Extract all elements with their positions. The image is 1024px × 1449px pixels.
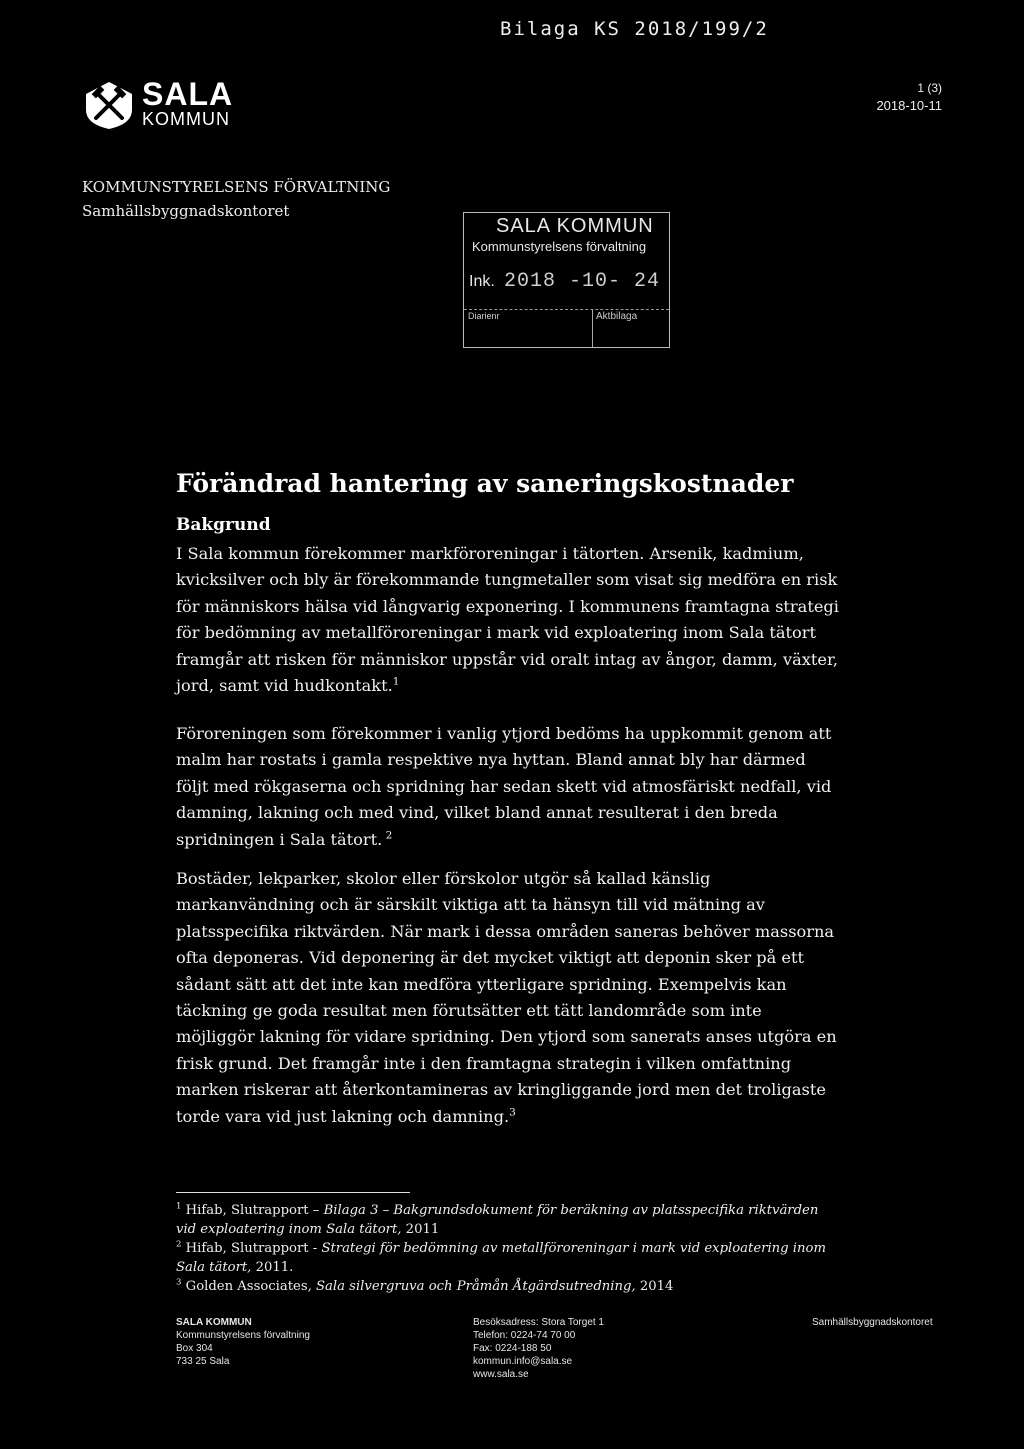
- stamp-diarienr-label: Diarienr: [468, 311, 500, 321]
- footnote-2-number: 2: [176, 1239, 182, 1250]
- footnote-2: [176, 1239, 836, 1277]
- footnote-3-pre: Golden Associates,: [181, 1279, 317, 1294]
- footer-website-link[interactable]: www.sala.se: [473, 1369, 529, 1380]
- footnote-3-number: 3: [176, 1277, 182, 1288]
- received-stamp: [463, 212, 670, 348]
- document-title: Förändrad hantering av saneringskostnader: [176, 469, 794, 498]
- department-name: KOMMUNSTYRELSENS FÖRVALTNING: [82, 178, 391, 196]
- footnote-1: [176, 1201, 836, 1239]
- footer-contact: [473, 1316, 604, 1381]
- bilaga-reference: Bilaga KS 2018/199/2: [500, 18, 769, 40]
- paragraph-3: [176, 866, 840, 1130]
- stamp-aktbilaga-label: Aktbilaga: [596, 311, 638, 322]
- stamp-divider: [464, 309, 669, 310]
- footer-office: Samhällsbyggnadskontoret: [812, 1317, 933, 1328]
- page-number: 1 (3): [917, 81, 942, 95]
- footnote-2-title: Strategi för bedömning av metallföroreningar i mark vid exploatering inom Sala tätort,: [176, 1241, 826, 1275]
- stamp-subtitle: Kommunstyrelsens förvaltning: [472, 239, 647, 254]
- paragraph-2: [176, 721, 840, 853]
- logo-kommun-text: KOMMUN: [142, 109, 230, 129]
- footnote-3-post: 2014: [635, 1279, 674, 1294]
- paragraph-1: [176, 541, 840, 699]
- stamp-ink-label: Ink.: [469, 273, 495, 290]
- section-heading: Bakgrund: [176, 515, 271, 535]
- footer-email-link[interactable]: kommun.info@sala.se: [473, 1356, 573, 1367]
- footnote-ref-1: 1: [392, 675, 400, 688]
- footnote-2-pre: Hifab, Slutrapport -: [181, 1241, 322, 1256]
- footnote-separator: [176, 1192, 410, 1193]
- footer-address: [176, 1316, 310, 1368]
- footer-fax: Fax: 0224-188 50: [473, 1343, 552, 1354]
- footnote-ref-2: 2: [382, 829, 393, 842]
- footer-org-name: SALA KOMMUN: [176, 1317, 252, 1328]
- sala-kommun-logo: [82, 76, 322, 136]
- footer-postal: 733 25 Sala: [176, 1356, 230, 1367]
- stamp-column-divider: [592, 309, 593, 347]
- footer-org-unit: Kommunstyrelsens förvaltning: [176, 1330, 310, 1341]
- stamp-ink-date: 2018 -10- 24: [504, 270, 661, 293]
- paragraph-1-text: I Sala kommun förekommer markföroreningar i tätorten. Arsenik, kadmium, kvicksilver och bly är förekommande tungmetaller som visat sig medföra en risk för människors hälsa vid långvarig exponering. I kommunens framtagna strategi för bedömning av metallföroreningar i mark vid exploatering inom Sala tätort framgår att risken för människor uppstår vid oralt intag av ångor, damm, växter, jord, samt vid hudkontakt.: [176, 544, 839, 696]
- footer-visit-address: Besöksadress: Stora Torget 1: [473, 1317, 604, 1328]
- office-name: Samhällsbyggnadskontoret: [82, 202, 290, 220]
- document-date: 2018-10-11: [876, 98, 942, 113]
- footnote-ref-3: 3: [509, 1106, 516, 1119]
- footnote-2-post: 2011.: [251, 1260, 294, 1275]
- paragraph-3-text: Bostäder, lekparker, skolor eller förskolor utgör så kallad känslig markanvändning och är särskilt viktiga att ta hänsyn till vid mätning av platsspecifika riktvärden. När mark i dessa områden saneras behöver massorna ofta deponeras. Vid deponering är det mycket viktigt att deponin sker på ett sådant sätt att det inte kan medföra ytterligare spridning. Exempelvis kan täckning ge goda resultat men förutsätter ett tätt landområde som inte möjliggör lakning för vidare spridning. Den ytjord som sanerats anses utgöra en frisk grund. Det framgår inte i den framtagna strategin i vilken omfattning marken riskerar att återkontamineras av kringliggande jord men det troligaste torde vara vid just lakning och damning.: [176, 869, 837, 1126]
- footer-box: Box 304: [176, 1343, 213, 1354]
- footer-phone: Telefon: 0224-74 70 00: [473, 1330, 576, 1341]
- footnote-1-pre: Hifab, Slutrapport –: [181, 1203, 324, 1218]
- footnotes: [176, 1201, 836, 1296]
- footnote-3-title: Sala silvergruva och Pråmån Åtgärdsutredning,: [316, 1279, 636, 1294]
- crossed-hammers-logo-icon: [82, 80, 136, 130]
- footnote-1-post: 2011: [401, 1222, 440, 1237]
- footnote-3: [176, 1277, 836, 1296]
- footnote-1-number: 1: [176, 1201, 182, 1212]
- logo-sala-text: SALA: [142, 76, 234, 112]
- footnote-1-title: Bilaga 3 – Bakgrundsdokument för beräkning av platsspecifika riktvärden vid exploatering inom Sala tätort,: [176, 1203, 819, 1237]
- stamp-title: SALA KOMMUN: [496, 215, 654, 237]
- paragraph-2-text: Föroreningen som förekommer i vanlig ytjord bedöms ha uppkommit genom att malm har rostats i gamla respektive nya hyttan. Bland annat bly har därmed följt med rökgaserna och spridning har sedan skett vid atmosfäriskt nedfall, vid damning, lakning och med vind, vilket bland annat resulterat i den breda spridningen i Sala tätort.: [176, 724, 832, 849]
